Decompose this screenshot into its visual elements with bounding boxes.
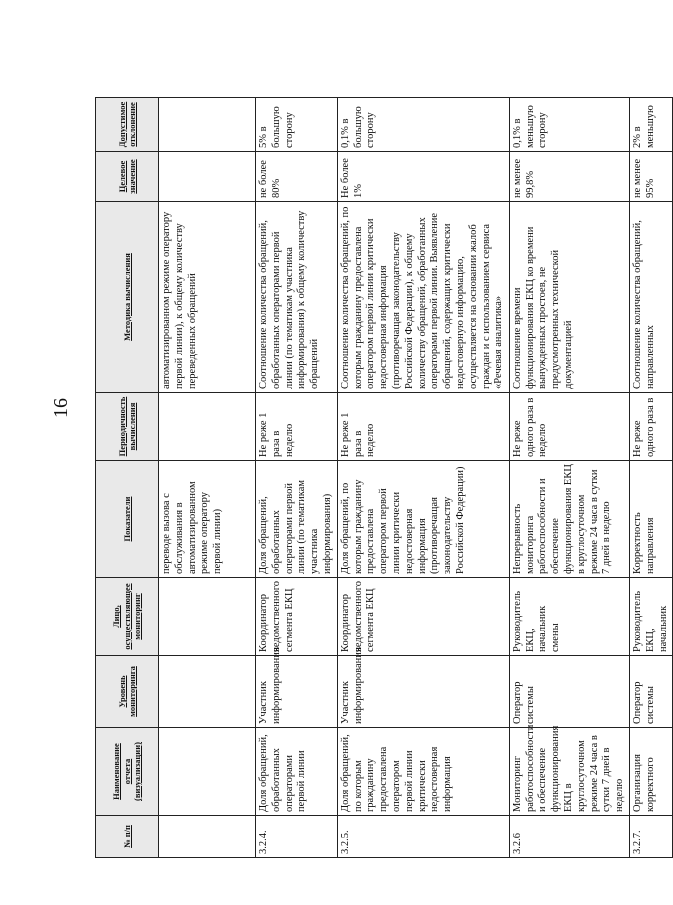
table-row <box>159 98 256 858</box>
cell-allowed-deviation: 2% в меньшую <box>629 98 672 152</box>
header-indicators: Показатели <box>96 461 159 578</box>
cell-frequency: Не реже 1 раза в неделю <box>337 393 509 461</box>
cell-monitoring-level <box>159 656 256 728</box>
header-report-name: Наименование отчета (визуализации) <box>96 728 159 816</box>
cell-method: Соотношение количества обращений, обработанных операторами первой линии (по тематикам участника информирования) к общему количеству обращений <box>256 202 338 393</box>
table-row <box>256 98 338 858</box>
cell-allowed-deviation: 5% в большую сторону <box>256 98 338 152</box>
cell-allowed-deviation: 0,1% в меньшую сторону <box>509 98 629 152</box>
cell-indicator: Доля обращений, по которым гражданину предоставлена оператором первой линии критически недостоверная информация (противоречащая законодательству Российской Федерации) <box>337 461 509 578</box>
cell-frequency: Не реже 1 раза в неделю <box>256 393 338 461</box>
cell-frequency: Не реже одного раза в неделю <box>509 393 629 461</box>
header-monitoring-person: Лицо, осуществляющее мониторинг <box>96 578 159 656</box>
cell-allowed-deviation: 0,1% в большую сторону <box>337 98 509 152</box>
cell-number: 3.2.5. <box>337 816 509 858</box>
cell-monitoring-person: Руководитель ЕКЦ, начальник <box>629 578 672 656</box>
cell-report-name: Мониторинг работоспособности и обеспечение функционирования ЕКЦ в круглосуточном режиме 24 часа в сутки 7 дней в неделю <box>509 728 629 816</box>
table-row <box>337 98 509 858</box>
monitoring-table <box>95 97 673 858</box>
cell-monitoring-person: Координатор ведомственного сегмента ЕКЦ <box>256 578 338 656</box>
cell-frequency <box>159 393 256 461</box>
cell-monitoring-level: Оператор системы <box>629 656 672 728</box>
header-monitoring-level: Уровень мониторинга <box>96 656 159 728</box>
cell-report-name: Доля обращений, по которым гражданину предоставлена оператором первой линии критически недостоверная информация <box>337 728 509 816</box>
cell-target-value: Не более 1% <box>337 152 509 202</box>
cell-number: 3.2.6 <box>509 816 629 858</box>
header-frequency: Периодичность вычисления <box>96 393 159 461</box>
cell-monitoring-level: Участник информирования <box>256 656 338 728</box>
cell-report-name: Организация корректного <box>629 728 672 816</box>
rotated-table-container <box>95 98 669 858</box>
cell-number <box>159 816 256 858</box>
cell-indicator: переводе вызова с обслуживания в автоматизированном режиме оператору первой линии) <box>159 461 256 578</box>
page-number: 16 <box>50 398 72 418</box>
cell-target-value: не менее 99,8% <box>509 152 629 202</box>
cell-indicator: Непрерывность мониторинга работоспособности и обеспечение функционирования ЕКЦ в круглосуточном режиме 24 часа в сутки 7 дней в неделю <box>509 461 629 578</box>
cell-number: 3.2.4. <box>256 816 338 858</box>
cell-monitoring-person: Координатор ведомственного сегмента ЕКЦ <box>337 578 509 656</box>
cell-report-name <box>159 728 256 816</box>
cell-method: Соотношение времени функционирования ЕКЦ ко времени вынужденных простоев, не предусмотренных технической документацией <box>509 202 629 393</box>
header-number: № п/п <box>96 816 159 858</box>
cell-frequency: Не реже одного раза в <box>629 393 672 461</box>
cell-target-value: не менее 95% <box>629 152 672 202</box>
cell-target-value: не более 80% <box>256 152 338 202</box>
cell-number: 3.2.7. <box>629 816 672 858</box>
cell-monitoring-level: Оператор системы <box>509 656 629 728</box>
cell-monitoring-person <box>159 578 256 656</box>
cell-indicator: Корректность направления <box>629 461 672 578</box>
header-method: Методика вычисления <box>96 202 159 393</box>
header-target-value: Целевое значение <box>96 152 159 202</box>
cell-method: Соотношение количества обращений, по которым гражданину предоставлена оператором первой линии критически недостоверная информация (противоречащая законодательству Российской Федерации), к общему количеству обращений, обработанных операторами первой линии. Выявление обращений, содержащих критически недостоверную информацию, осуществляется на основании жалоб граждан и с использованием сервиса «Речевая аналитика» <box>337 202 509 393</box>
table-header-row <box>96 98 159 858</box>
cell-method: автоматизированном режиме оператору первой линии), к общему количеству переведенных обращений <box>159 202 256 393</box>
header-allowed-deviation: Допустимое отклонение <box>96 98 159 152</box>
table-row <box>629 98 672 858</box>
cell-monitoring-person: Руководитель ЕКЦ, начальник смены <box>509 578 629 656</box>
cell-allowed-deviation <box>159 98 256 152</box>
table-row <box>509 98 629 858</box>
cell-method: Соотношение количества обращений, направленных <box>629 202 672 393</box>
cell-target-value <box>159 152 256 202</box>
cell-monitoring-level: Участник информирования <box>337 656 509 728</box>
cell-indicator: Доля обращений, обработанных операторами первой линии (по тематикам участника информирования) <box>256 461 338 578</box>
cell-report-name: Доля обращений, обработанных операторами первой линии <box>256 728 338 816</box>
